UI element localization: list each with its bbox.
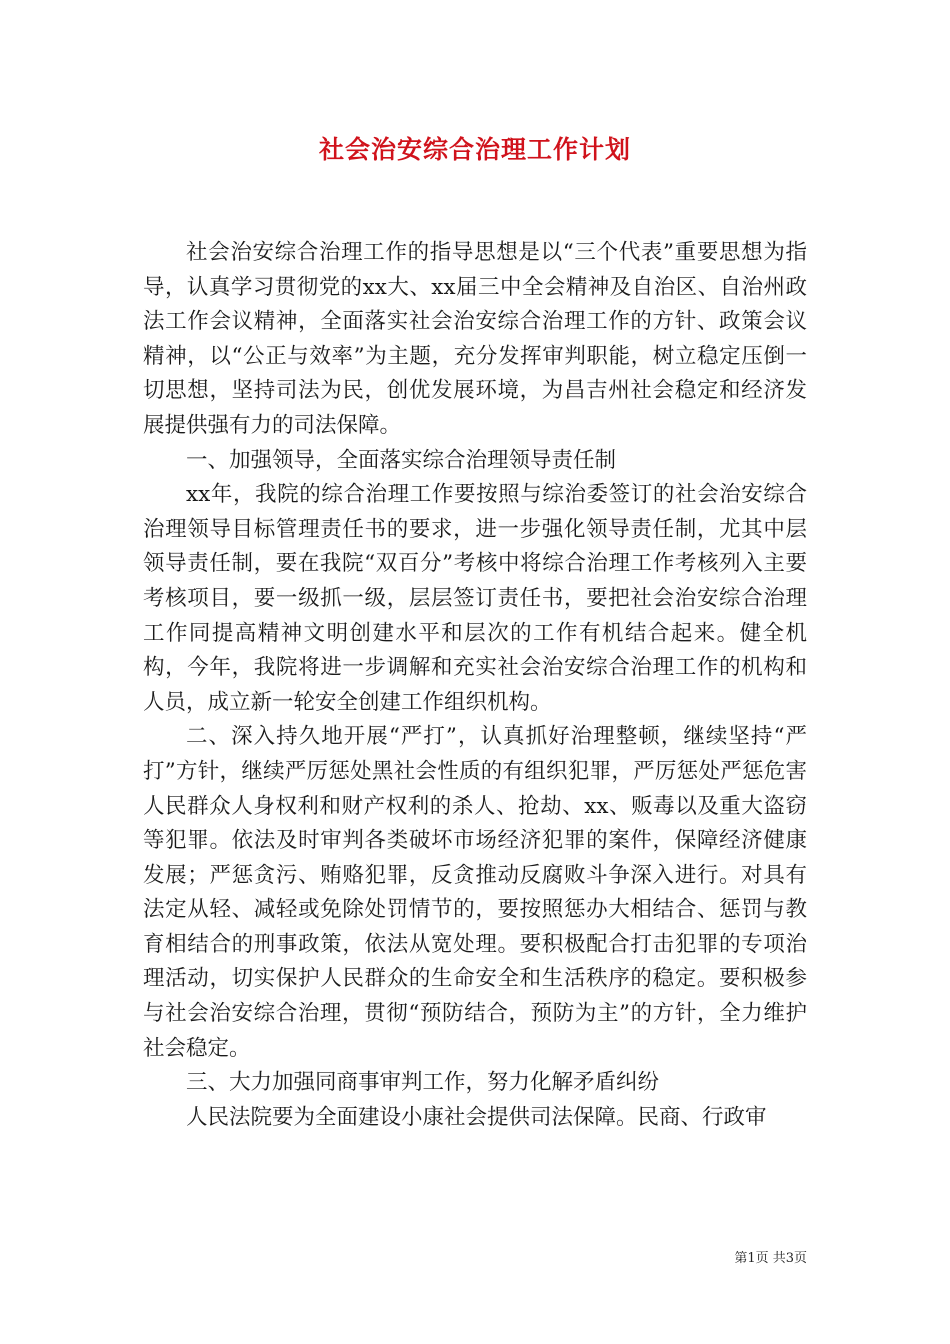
paragraph-intro: 社会治安综合治理工作的指导思想是以“三个代表”重要思想为指导，认真学习贯彻党的xx大、xx届三中全会精神及自治区、自治州政法工作会议精神，全面落实社会治安综合治理工作的方针、政策会议精神，以“公正与效率”为主题，充分发挥审判职能，树立稳定压倒一切思想，坚持司法为民，创优发展环境，为昌吉州社会稳定和经济发展提供强有力的司法保障。 bbox=[143, 240, 807, 438]
page-number-footer: 第1页 共3页 bbox=[734, 1251, 807, 1266]
section-heading-3: 三、大力加强同商事审判工作，努力化解矛盾纠纷 bbox=[186, 1070, 660, 1096]
document-body bbox=[143, 236, 807, 1135]
paragraph-section-3: 人民法院要为全面建设小康社会提供司法保障。民商、行政审 bbox=[186, 1104, 767, 1130]
section-heading-1: 一、加强领导，全面落实综合治理领导责任制 bbox=[186, 447, 617, 473]
document-title: 社会治安综合治理工作计划 bbox=[318, 135, 631, 164]
paragraph-section-1: xx年，我院的综合治理工作要按照与综治委签订的社会治安综合治理领导目标管理责任书的要求，进一步强化领导责任制，尤其中层领导责任制，要在我院“双百分”考核中将综合治理工作考核列入主要考核项目，要一级抓一级，层层签订责任书，要把社会治安综合治理工作同提高精神文明创建水平和层次的工作有机结合起来。健全机构，今年，我院将进一步调解和充实社会治安综合治理工作的机构和人员，成立新一轮安全创建工作组织机构。 bbox=[143, 482, 807, 715]
paragraph-section-2: 二、深入持久地开展“严打”，认真抓好治理整顿，继续坚持“严打”方针，继续严厉惩处黑社会性质的有组织犯罪，严厉惩处严惩危害人民群众人身权利和财产权利的杀人、抢劫、xx、贩毒以及重大盗窃等犯罪。依法及时审判各类破坏市场经济犯罪的案件，保障经济健康发展；严惩贪污、贿赂犯罪，反贪推动反腐败斗争深入进行。对具有法定从轻、减轻或免除处罚情节的，要按照惩办大相结合、惩罚与教育相结合的刑事政策，依法从宽处理。要积极配合打击犯罪的专项治理活动，切实保护人民群众的生命安全和生活秩序的稳定。要积极参与社会治安综合治理，贯彻“预防结合，预防为主”的方针，全力维护社会稳定。 bbox=[143, 724, 807, 1061]
